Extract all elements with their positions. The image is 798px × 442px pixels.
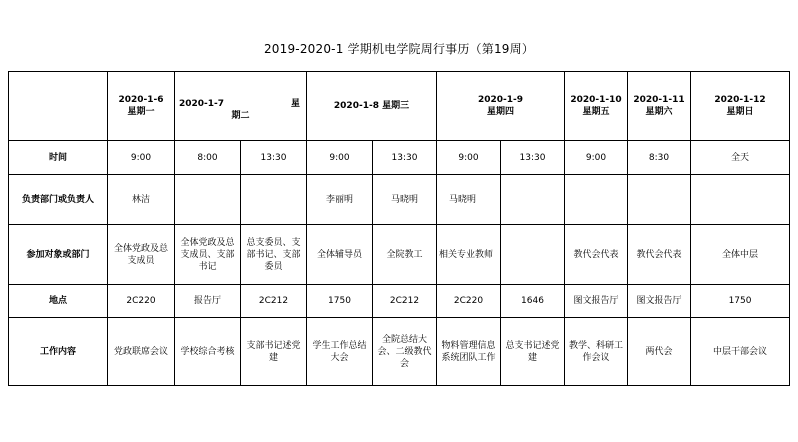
person-cell [501,175,565,225]
content-cell: 党政联席会议 [108,318,175,386]
row-label-person: 负责部门或负责人 [9,175,108,225]
location-cell: 图文报告厅 [628,285,691,318]
header-sunday [691,72,790,141]
content-cell: 学生工作总结大会 [307,318,373,386]
time-cell: 13:30 [501,141,565,175]
content-cell: 总支书记述党建 [501,318,565,386]
person-cell: 林洁 [108,175,175,225]
corner-cell [9,72,108,141]
location-row [9,285,790,318]
header-wednesday-text: 2020-1-8 星期三 [333,101,410,111]
time-cell: 9:00 [565,141,628,175]
content-cell: 物料管理信息系统团队工作 [437,318,501,386]
location-cell: 2C220 [437,285,501,318]
content-cell: 学校综合考核 [175,318,241,386]
person-cell: 李丽明 [307,175,373,225]
location-cell: 2C220 [108,285,175,318]
time-row [9,141,790,175]
content-row [9,318,790,386]
header-friday-date: 2020-1-10 [570,95,622,105]
time-cell: 9:00 [307,141,373,175]
time-cell: 13:30 [373,141,437,175]
header-thursday-date: 2020-1-9 [477,95,524,105]
row-label-time: 时间 [9,141,108,175]
participants-cell: 全院教工 [373,225,437,285]
time-cell: 全天 [691,141,790,175]
location-cell: 2C212 [241,285,307,318]
person-cell [628,175,691,225]
person-cell: 马晓明 [437,175,501,225]
header-monday [108,72,175,141]
header-friday [565,72,628,141]
location-cell: 图文报告厅 [565,285,628,318]
location-cell: 报告厅 [175,285,241,318]
location-cell: 2C212 [373,285,437,318]
location-cell: 1750 [307,285,373,318]
header-monday-date: 2020-1-6 [118,95,164,105]
location-cell: 1750 [691,285,790,318]
time-cell: 9:00 [437,141,501,175]
header-friday-weekday: 星期五 [582,107,610,117]
header-saturday-weekday: 星期六 [645,107,673,117]
person-row [9,175,790,225]
time-cell: 8:00 [175,141,241,175]
participants-cell: 相关专业教师 [437,225,501,285]
header-sunday-weekday: 星期日 [726,107,754,117]
row-label-location: 地点 [9,285,108,318]
page-title: 2019-2020-1 学期机电学院周行事历（第19周） [263,42,535,56]
location-cell: 1646 [501,285,565,318]
participants-cell: 全体党政及总支成员 [108,225,175,285]
time-cell: 8:30 [628,141,691,175]
header-tuesday-date: 2020-1-7 [179,99,225,109]
row-label-content: 工作内容 [9,318,108,386]
header-thursday-weekday: 星期四 [487,107,515,117]
header-sunday-date: 2020-1-12 [714,95,766,105]
person-cell [175,175,241,225]
header-saturday [628,72,691,141]
header-thursday [437,72,565,141]
header-monday-weekday: 星期一 [127,107,155,117]
header-wednesday [307,72,437,141]
person-cell [241,175,307,225]
participants-cell: 教代会代表 [628,225,691,285]
participants-cell [501,225,565,285]
content-cell: 教学、科研工作会议 [565,318,628,386]
header-row [9,72,790,141]
participants-row [9,225,790,285]
participants-cell: 全体党政及总支成员、支部书记 [175,225,241,285]
header-tuesday [175,72,307,141]
content-cell: 全院总结大会、二级教代会 [373,318,437,386]
participants-cell: 全体辅导员 [307,225,373,285]
schedule-table [8,71,790,386]
time-cell: 13:30 [241,141,307,175]
person-cell [565,175,628,225]
content-cell: 支部书记述党建 [241,318,307,386]
content-cell: 两代会 [628,318,691,386]
content-cell: 中层干部会议 [691,318,790,386]
participants-cell: 全体中层 [691,225,790,285]
person-cell: 马晓明 [373,175,437,225]
header-tuesday-weekday-part1: 星 [290,99,300,109]
header-tuesday-weekday-part2: 期二 [231,111,250,121]
time-cell: 9:00 [108,141,175,175]
participants-cell: 教代会代表 [565,225,628,285]
row-label-participants: 参加对象或部门 [9,225,108,285]
participants-cell: 总支委员、支部书记、支部委员 [241,225,307,285]
header-saturday-date: 2020-1-11 [633,95,685,105]
person-cell [691,175,790,225]
